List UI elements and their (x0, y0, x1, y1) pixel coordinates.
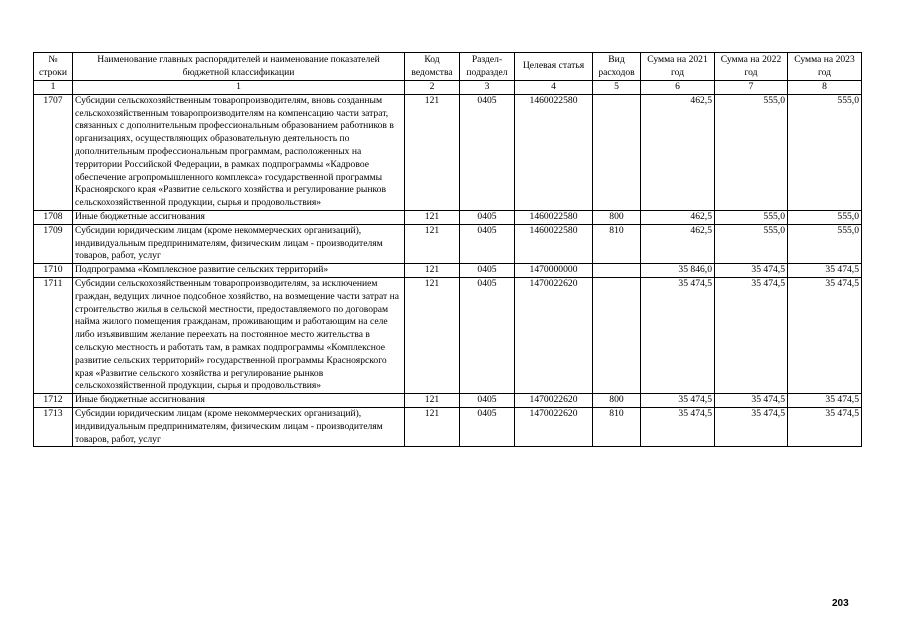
row-section: 0405 (460, 394, 515, 408)
row-section: 0405 (460, 407, 515, 446)
header-section: Раздел-подраздел (460, 53, 515, 81)
row-sum-2022: 35 474,5 (715, 277, 788, 393)
row-ministry-code: 121 (405, 277, 460, 393)
row-section: 0405 (460, 210, 515, 224)
column-number: 2 (405, 81, 460, 95)
column-number: 6 (641, 81, 715, 95)
row-number: 1707 (34, 94, 73, 210)
header-sum-2023: Сумма на 2023 год (788, 53, 862, 81)
column-number: 5 (593, 81, 641, 95)
header-sum-2021: Сумма на 2021 год (641, 53, 715, 81)
row-target: 1460022580 (515, 210, 593, 224)
row-sum-2021: 462,5 (641, 224, 715, 263)
table-row (34, 394, 862, 408)
row-sum-2023: 35 474,5 (788, 394, 862, 408)
column-number-row (34, 81, 862, 95)
row-name: Подпрограмма «Комплексное развитие сельских территорий» (73, 264, 405, 278)
table-row (34, 224, 862, 263)
row-name: Субсидии сельскохозяйственным товаропроизводителям, вновь созданным сельскохозяйственным товаропроизводителям на компенсацию части затрат, связанных с дополнительным профессиональным образованием работников в организациях, осуществляющих образовательную деятельность по дополнительным профессиональным программам, расположенных на территории Российской Федерации, в рамках подпрограммы «Кадровое обеспечение агропромышленного комплекса» государственной программы Красноярского края «Развитие сельского хозяйства и регулирование рынков сельскохозяйственной продукции, сырья и продовольствия» (73, 94, 405, 210)
budget-table (33, 52, 862, 447)
table-row (34, 407, 862, 446)
row-expense-type: 810 (593, 224, 641, 263)
row-expense-type (593, 94, 641, 210)
row-name: Субсидии юридическим лицам (кроме некоммерческих организаций), индивидуальным предпринимателям, физическим лицам - производителям товаров, работ, услуг (73, 407, 405, 446)
row-expense-type: 800 (593, 394, 641, 408)
row-name: Субсидии юридическим лицам (кроме некоммерческих организаций), индивидуальным предпринимателям, физическим лицам - производителям товаров, работ, услуг (73, 224, 405, 263)
column-number: 7 (715, 81, 788, 95)
header-expense-type: Вид расходов (593, 53, 641, 81)
row-name: Субсидии сельскохозяйственным товаропроизводителям, за исключением граждан, ведущих личное подсобное хозяйство, на возмещение части затрат на строительство жилья в сельской местности, предоставляемого по договорам найма жилого помещения гражданам, проживающим и работающим на селе либо изъявившим желание переехать на постоянное место жительства в сельскую местность и работать там, в рамках подпрограммы «Комплексное развитие сельских территорий» государственной программы Красноярского края «Развитие сельского хозяйства и регулирование рынков сельскохозяйственной продукции, сырья и продовольствия» (73, 277, 405, 393)
row-ministry-code: 121 (405, 210, 460, 224)
row-target: 1470022620 (515, 277, 593, 393)
row-number: 1711 (34, 277, 73, 393)
row-name: Иные бюджетные ассигнования (73, 394, 405, 408)
row-sum-2023: 35 474,5 (788, 407, 862, 446)
row-target: 1470000000 (515, 264, 593, 278)
row-sum-2023: 555,0 (788, 210, 862, 224)
row-sum-2023: 555,0 (788, 224, 862, 263)
row-sum-2022: 555,0 (715, 210, 788, 224)
header-row (34, 53, 862, 81)
table-row (34, 264, 862, 278)
row-sum-2021: 35 474,5 (641, 394, 715, 408)
row-sum-2023: 35 474,5 (788, 277, 862, 393)
table-row (34, 277, 862, 393)
row-target: 1470022620 (515, 394, 593, 408)
column-number: 1 (73, 81, 405, 95)
row-expense-type (593, 277, 641, 393)
column-number: 3 (460, 81, 515, 95)
header-sum-2022: Сумма на 2022 год (715, 53, 788, 81)
row-sum-2022: 555,0 (715, 224, 788, 263)
row-name: Иные бюджетные ассигнования (73, 210, 405, 224)
row-sum-2022: 35 474,5 (715, 407, 788, 446)
header-target: Целевая статья (515, 53, 593, 81)
row-sum-2022: 555,0 (715, 94, 788, 210)
row-ministry-code: 121 (405, 264, 460, 278)
header-row-no: № строки (34, 53, 73, 81)
row-number: 1713 (34, 407, 73, 446)
row-sum-2021: 35 474,5 (641, 407, 715, 446)
table-row (34, 210, 862, 224)
row-sum-2022: 35 474,5 (715, 394, 788, 408)
row-number: 1710 (34, 264, 73, 278)
row-sum-2021: 462,5 (641, 94, 715, 210)
row-sum-2023: 35 474,5 (788, 264, 862, 278)
row-sum-2021: 462,5 (641, 210, 715, 224)
row-ministry-code: 121 (405, 224, 460, 263)
row-ministry-code: 121 (405, 94, 460, 210)
header-ministry-code: Код ведомства (405, 53, 460, 81)
row-section: 0405 (460, 224, 515, 263)
row-sum-2022: 35 474,5 (715, 264, 788, 278)
column-number: 1 (34, 81, 73, 95)
table-row (34, 94, 862, 210)
row-ministry-code: 121 (405, 407, 460, 446)
row-expense-type: 810 (593, 407, 641, 446)
page-number: 203 (832, 598, 849, 609)
row-target: 1470022620 (515, 407, 593, 446)
row-number: 1709 (34, 224, 73, 263)
row-section: 0405 (460, 94, 515, 210)
row-sum-2021: 35 474,5 (641, 277, 715, 393)
column-number: 4 (515, 81, 593, 95)
row-target: 1460022580 (515, 224, 593, 263)
row-section: 0405 (460, 264, 515, 278)
row-section: 0405 (460, 277, 515, 393)
row-ministry-code: 121 (405, 394, 460, 408)
row-target: 1460022580 (515, 94, 593, 210)
row-sum-2023: 555,0 (788, 94, 862, 210)
column-number: 8 (788, 81, 862, 95)
row-expense-type (593, 264, 641, 278)
row-number: 1708 (34, 210, 73, 224)
row-expense-type: 800 (593, 210, 641, 224)
row-sum-2021: 35 846,0 (641, 264, 715, 278)
header-name: Наименование главных распорядителей и наименование показателей бюджетной классификации (73, 53, 405, 81)
row-number: 1712 (34, 394, 73, 408)
